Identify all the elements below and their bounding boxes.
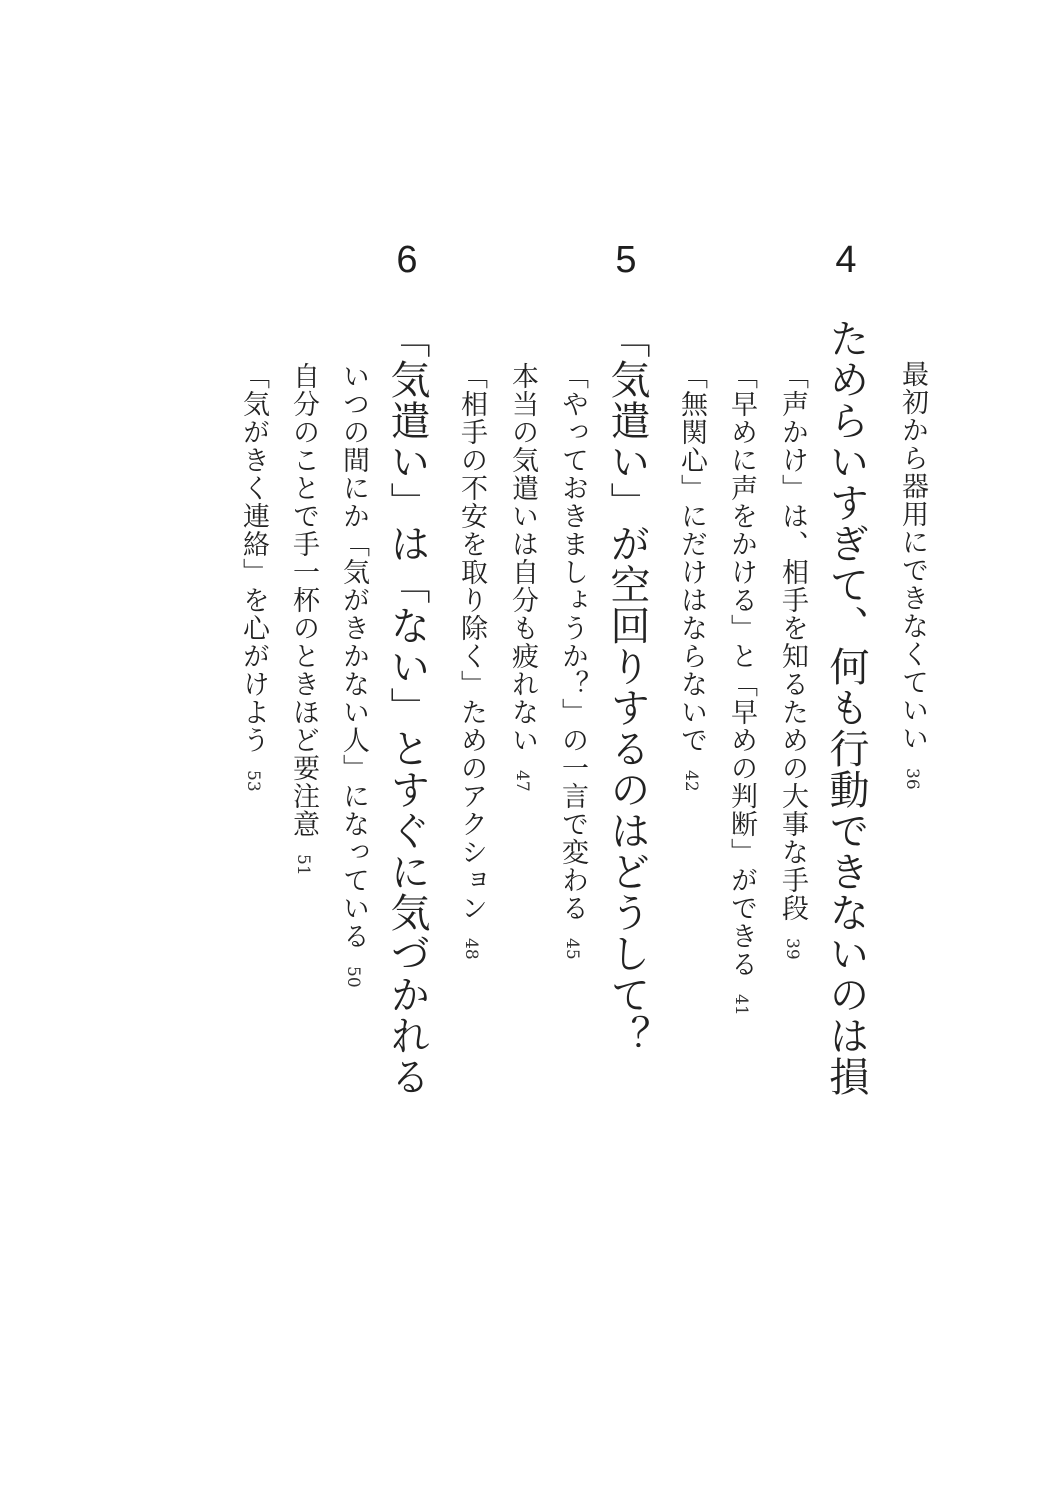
- entry-text: 自分のことで手一杯のときほど要注意: [288, 362, 319, 838]
- entry-text: 「相手の不安を取り除く」ためのアクション: [456, 362, 487, 922]
- chapter-6-entry-1[interactable]: [337, 362, 369, 988]
- chapter-5-entry-1[interactable]: [556, 362, 588, 960]
- page-number: 48: [461, 938, 481, 960]
- chapter-5-entry-2[interactable]: [506, 362, 538, 792]
- chapter-6-number: 6: [396, 239, 418, 281]
- chapter-4-entry-1[interactable]: [896, 360, 928, 790]
- chapter-5-number: 5: [615, 239, 637, 281]
- chapter-6-title: 「気遣い」は「ない」とすぐに気づかれる: [384, 318, 430, 1097]
- entry-text: 「やっておきましょうか？」の一言で変わる: [557, 362, 588, 922]
- chapter-6-entry-2[interactable]: [287, 362, 319, 876]
- page-number: 51: [293, 854, 313, 876]
- chapter-5-title: 「気遣い」が空回りするのはどうして？: [604, 318, 650, 1056]
- chapter-6-entry-3[interactable]: [237, 362, 269, 792]
- chapter-4-entry-4[interactable]: [675, 362, 707, 792]
- page-number: 42: [681, 770, 701, 792]
- chapter-4-title: ためらいすぎて、何も行動できないのは損: [823, 318, 869, 1097]
- entry-text: 「声かけ」は、相手を知るための大事な手段: [777, 362, 808, 922]
- entry-text: 「無関心」にだけはならないで: [676, 362, 707, 754]
- page-number: 41: [731, 994, 751, 1016]
- page-number: 53: [243, 770, 263, 792]
- page-number: 47: [512, 770, 532, 792]
- chapter-5-entry-3[interactable]: [455, 362, 487, 960]
- entry-text: いつの間にか「気がきかない人」になっている: [338, 362, 369, 950]
- page-number: 50: [343, 966, 363, 988]
- entry-text: 本当の気遣いは自分も疲れない: [507, 362, 538, 754]
- entry-text: 「早めに声をかける」と「早めの判断」ができる: [726, 362, 757, 978]
- entry-text: 最初から器用にできなくていい: [897, 360, 928, 752]
- page-number: 36: [902, 768, 922, 790]
- entry-text: 「気がきく連絡」を心がけよう: [238, 362, 269, 754]
- chapter-4-entry-3[interactable]: [725, 362, 757, 1016]
- chapter-4-entry-2[interactable]: [776, 362, 808, 960]
- chapter-4-number: 4: [835, 239, 857, 281]
- page-number: 45: [562, 938, 582, 960]
- page-number: 39: [782, 938, 802, 960]
